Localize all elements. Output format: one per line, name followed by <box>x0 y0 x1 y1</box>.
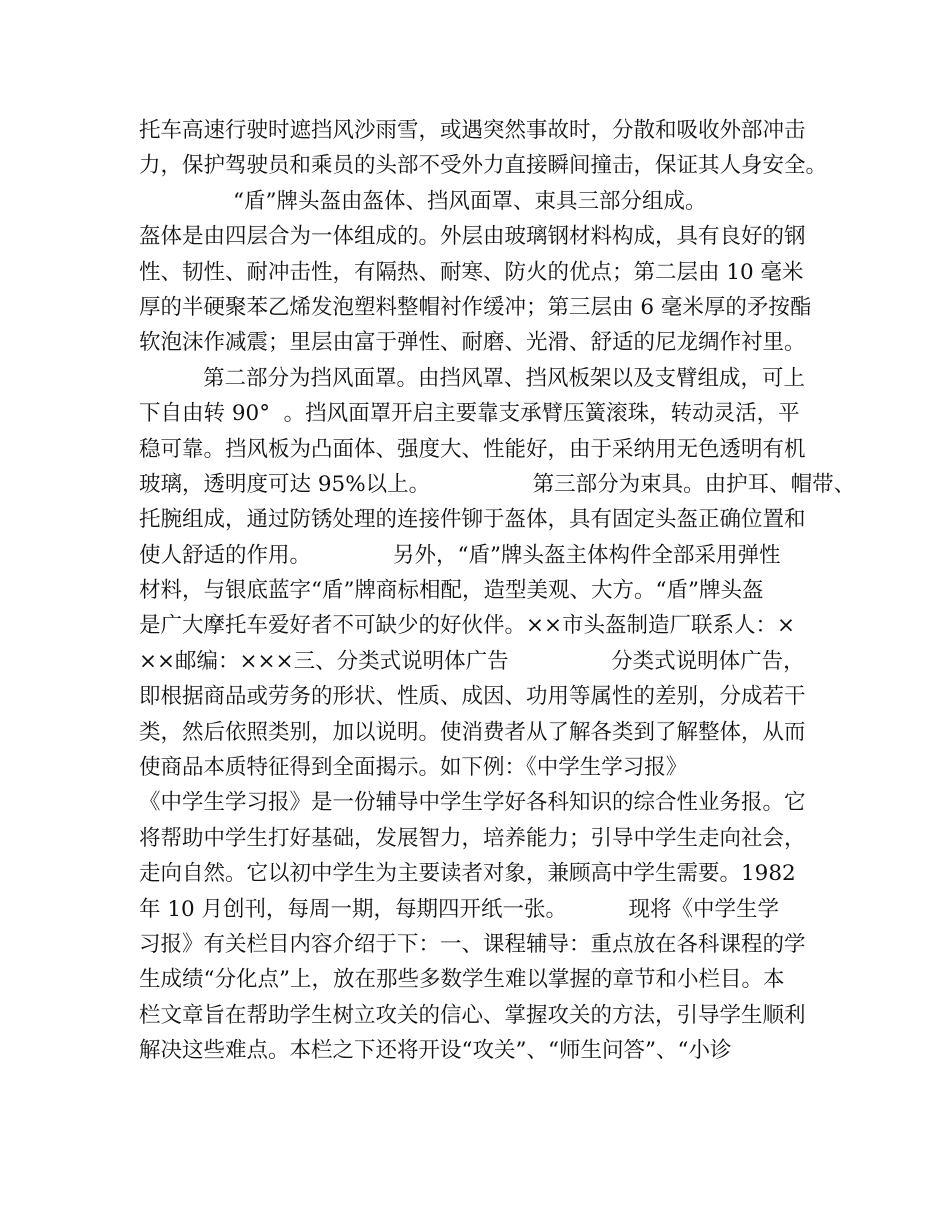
text-line: 使商品本质特征得到全面揭示。如下例：《中学生学习报》 <box>139 755 688 781</box>
text-line: 材料，与银底蓝字“盾”牌商标相配，造型美观、大方。“盾”牌头盔 <box>139 578 764 604</box>
text-line: 栏文章旨在帮助学生树立攻关的信心、掌握攻关的方法，引导学生顺利 <box>139 1002 806 1028</box>
text-line: 解决这些难点。本栏之下还将开设“攻关”、“师生问答”、“小诊 <box>139 1038 732 1064</box>
text-line: 软泡沫作减震；里层由富于弹性、耐磨、光滑、舒适的尼龙绸作衬里。 <box>139 330 806 356</box>
text-line: 是广大摩托车爱好者不可缺少的好伙伴。××市头盔制造厂联系人：× <box>139 613 796 639</box>
document-body <box>0 113 950 1069</box>
text-line: 下自由转 90° 。挡风面罩开启主要靠支承臂压簧滚珠，转动灵活，平 <box>139 401 800 427</box>
text-line: 稳可靠。挡风板为凸面体、强度大、性能好，由于采纳用无色透明有机 <box>139 436 806 462</box>
text-line: 走向自然。它以初中学生为主要读者对象，兼顾高中学生需要。1982 <box>139 861 796 887</box>
text-line: 使人舒适的作用。 另外，“盾”牌头盔主体构件全部采用弹性 <box>139 542 781 568</box>
text-line: 厚的半硬聚苯乙烯发泡塑料整帽衬作缓冲；第三层由 6 毫米厚的矛按酯 <box>139 294 812 320</box>
text-line: 性、韧性、耐冲击性，有隔热、耐寒、防火的优点；第二层由 10 毫米 <box>139 259 804 285</box>
text-line: 习报》有关栏目内容介绍于下：一、课程辅导：重点放在各科课程的学 <box>139 931 806 957</box>
text-line: 托腕组成，通过防锈处理的连接件铆于盔体，具有固定头盔正确位置和 <box>139 507 806 533</box>
text-line: 生成绩“分化点”上，放在那些多数学生难以掌握的章节和小栏目。本 <box>139 967 785 993</box>
text-line: 盔体是由四层合为一体组成的。外层由玻璃钢材料构成，具有良好的钢 <box>139 224 806 250</box>
text-line: “盾”牌头盔由盔体、挡风面罩、束具三部分组成。 <box>233 188 707 214</box>
text-line: ××邮编：×××三、分类式说明体广告 分类式说明体广告， <box>139 648 805 674</box>
text-line: 《中学生学习报》是一份辅导中学生学好各科知识的综合性业务报。它 <box>139 790 806 816</box>
text-line: 玻璃，透明度可达 95%以上。 第三部分为束具。由护耳、帽带、 <box>139 471 856 497</box>
text-line: 力，保护驾驶员和乘员的头部不受外力直接瞬间撞击，保证其人身安全。 <box>139 153 828 179</box>
text-line: 年 10 月创刊，每周一期，每期四开纸一张。 现将《中学生学 <box>139 896 780 922</box>
text-line: 将帮助中学生打好基础，发展智力，培养能力；引导中学生走向社会， <box>139 825 806 851</box>
text-line: 类，然后依照类别，加以说明。使消费者从了解各类到了解整体，从而 <box>139 719 806 745</box>
text-line: 即根据商品或劳务的形状、性质、成因、功用等属性的差别，分成若干 <box>139 684 806 710</box>
text-line: 托车高速行驶时遮挡风沙雨雪，或遇突然事故时，分散和吸收外部冲击 <box>139 118 806 143</box>
text-line: 第二部分为挡风面罩。由挡风罩、挡风板架以及支臂组成，可上 <box>203 365 806 391</box>
